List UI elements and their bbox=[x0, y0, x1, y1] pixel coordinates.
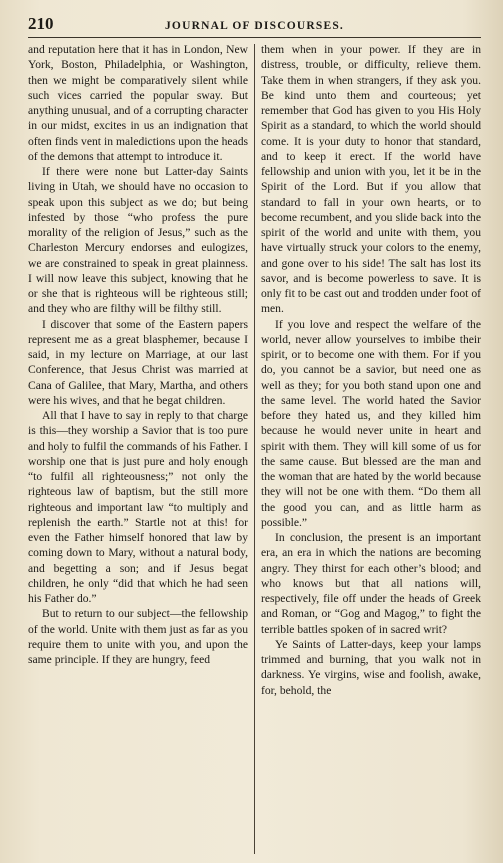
header-rule bbox=[28, 37, 481, 38]
paragraph: Ye Saints of Latter-days, keep your lamps trimmed and burning, that you walk not in darkness. Ye virgins, wise and foolish, awake, for, behold, the bbox=[260, 637, 481, 697]
right-column bbox=[255, 42, 481, 854]
page-header bbox=[28, 14, 481, 34]
paragraph: If you love and respect the welfare of the world, never allow yourselves to imbibe their spirit, or to become one with them. For if you do, you cannot be a savior, but need one as well as they; for you both stand upon one and the same level. The world hated the Savior before they hated us, and they killed him because he would never unite in heart and spirit with them. They will kill some of us for the same cause. But blessed are the man and the woman that are hated by the world because they will not be one with them. “Do them all the good you can, and as little harm as possible.” bbox=[260, 317, 481, 529]
paragraph: and reputation here that it has in London, New York, Boston, Philadelphia, or Washington, then we might be comparatively silent while such vices carried the popular sway. But anything unusual, and of a corrupting character in our midst, excites in us an indignation that often finds vent in maledictions upon the heads of the demons that attempt to introduce it. bbox=[28, 43, 249, 163]
running-head: JOURNAL OF DISCOURSES. bbox=[164, 20, 345, 32]
paragraph: I discover that some of the Eastern papers represent me as a great blasphemer, because I said, in my lecture on Marriage, at our last Conference, that Jesus Christ was married at Cana of Galilee, that Mary, Martha, and others were his wives, and that he begat children. bbox=[28, 317, 249, 407]
paragraph: If there were none but Latter-day Saints living in Utah, we should have no occasion to speak upon this subject as we do; but being infested by those “who profess the pure morality of the religion of Jesus,” such as the Charleston Mercury endorses and eulogizes, we are constrained to speak in great plainness. I will now leave this subject, knowing that he or she that is righteous will be righteous still; and they who are filthy will be filthy still. bbox=[28, 165, 249, 316]
text-columns bbox=[28, 42, 481, 854]
paragraph: them when in your power. If they are in distress, trouble, or difficulty, relieve them. Take them in when strangers, if they ask you. Be kind unto them and courteous; yet remember that God has given to you His Holy Spirit as a standard, to which the world should come. It is your duty to honor that standard, and to keep it erect. If the world have fellowship and union with you, let it be in the Spirit of the Lord. But if you allow that standard to fall in your own hearts, or to become recumbent, and you slide back into the spirit of the world and unite with them, you have virtually struck your colors to the enemy, and gone over to his side! The salt has lost its savor, and is become powerless to save. It is only fit to be cast out and trodden under foot of men. bbox=[260, 43, 481, 316]
left-column bbox=[28, 42, 254, 854]
paragraph: In conclusion, the present is an important era, an era in which the nations are becoming angry. They thirst for each other’s blood; and who knows but that all nations will, respectively, file off under the heads of Greek and Roman, or “Gog and Magog,” to fight the terrible battles spoken of in sacred writ? bbox=[260, 531, 481, 636]
page-number: 210 bbox=[28, 14, 54, 33]
paragraph: But to return to our subject—the fellowship of the world. Unite with them just as far as you require them to unite with you, and upon the same principle. If they are hungry, feed bbox=[28, 607, 249, 666]
paragraph: All that I have to say in reply to that charge is this—they worship a Savior that is too pure and holy to fulfil the commands of his Father. I worship one that is just pure and holy enough “to fulfil all righteousness;” not only the righteous law of baptism, but the still more righteous and important law “to multiply and replenish the earth.” Startle not at this! for even the Father himself honored that law by coming down to Mary, without a natural body, and begetting a son; and if Jesus begat children, he only “did that which he had seen his Father do.” bbox=[28, 409, 249, 605]
